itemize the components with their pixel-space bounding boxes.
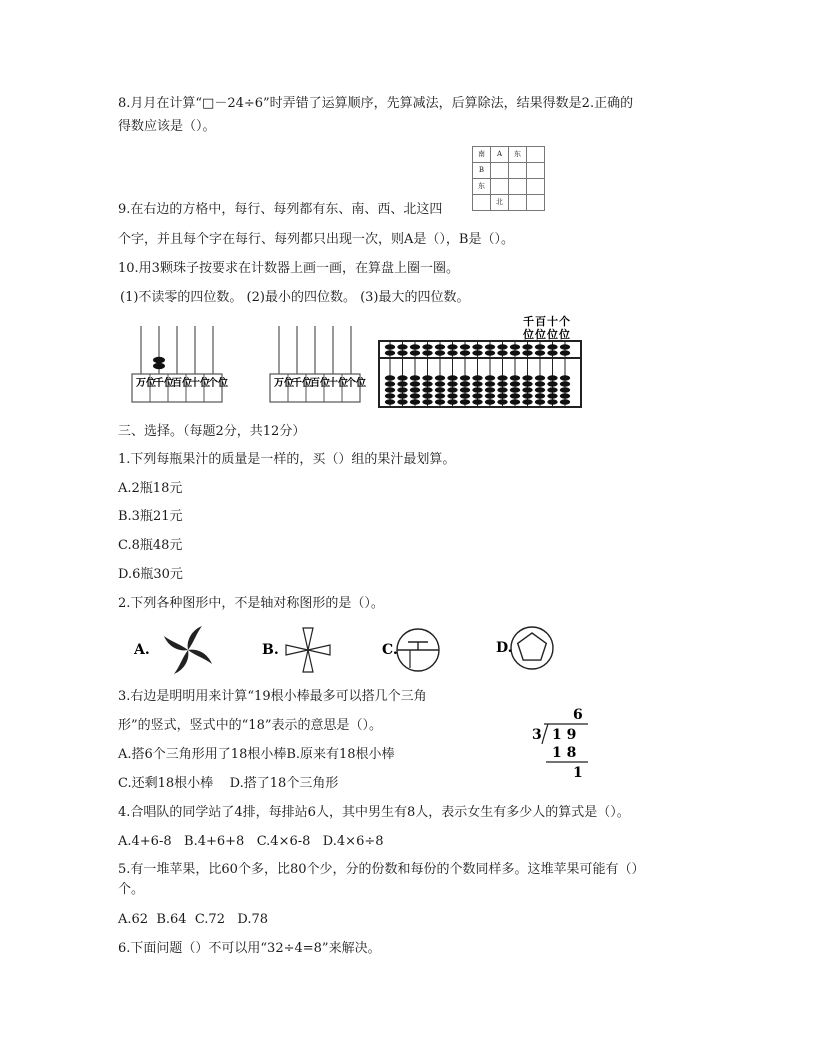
grid-cell bbox=[509, 179, 527, 195]
shape-label-b: B. bbox=[262, 642, 279, 658]
abacus-upper-bead[interactable] bbox=[535, 344, 545, 349]
abacus-lower-bead[interactable] bbox=[472, 387, 482, 392]
abacus-upper-bead[interactable] bbox=[385, 350, 395, 355]
abacus-lower-bead[interactable] bbox=[535, 399, 545, 404]
place-label: 个位 bbox=[208, 378, 228, 389]
abacus-place-label: 位 bbox=[535, 328, 546, 341]
abacus-lower-bead[interactable] bbox=[447, 375, 457, 380]
place-label: 千位 bbox=[154, 378, 174, 389]
q9-line2: 个字，并且每个字在每行、每列都只出现一次，则A是（），B是（）。 bbox=[118, 232, 514, 247]
mc1-option-b: B.3瓶21元 bbox=[118, 509, 183, 524]
abacus-upper-bead[interactable] bbox=[522, 344, 532, 349]
abacus-lower-bead[interactable] bbox=[535, 381, 545, 386]
abacus-lower-bead[interactable] bbox=[397, 381, 407, 386]
abacus-lower-bead[interactable] bbox=[472, 399, 482, 404]
abacus-upper-bead[interactable] bbox=[385, 344, 395, 349]
abacus-upper-bead[interactable] bbox=[435, 344, 445, 349]
abacus-place-label: 位 bbox=[547, 328, 558, 341]
abacus-lower-bead[interactable] bbox=[435, 381, 445, 386]
division-bracket bbox=[542, 724, 548, 744]
abacus-lower-bead[interactable] bbox=[522, 387, 532, 392]
mc5-line1: 5.有一堆苹果，比60个多，比80个少，分的份数和每份的个数同样多。这堆苹果可能有（） bbox=[118, 862, 645, 877]
abacus-upper-bead[interactable] bbox=[472, 350, 482, 355]
mc2-question: 2.下列各种图形中，不是轴对称图形的是（）。 bbox=[118, 596, 384, 611]
abacus-lower-bead[interactable] bbox=[497, 381, 507, 386]
abacus-upper-bead[interactable] bbox=[435, 350, 445, 355]
abacus-lower-bead[interactable] bbox=[397, 393, 407, 398]
mc4-question: 4.合唱队的同学站了4排，每排站6人，其中男生有8人，表示女生有多少人的算式是（）。 bbox=[118, 805, 630, 820]
abacus-lower-bead[interactable] bbox=[560, 399, 570, 404]
mc5-options: A.62 B.64 C.72 D.78 bbox=[118, 912, 269, 927]
shape-label-c: C. bbox=[382, 642, 398, 658]
place-label: 百位 bbox=[172, 378, 192, 389]
division-quotient: 6 bbox=[573, 707, 583, 723]
abacus-lower-bead[interactable] bbox=[410, 399, 420, 404]
place-label: 十位 bbox=[328, 378, 348, 389]
abacus-lower-bead[interactable] bbox=[447, 381, 457, 386]
grid-cell: 东 bbox=[509, 147, 527, 163]
abacus-lower-bead[interactable] bbox=[522, 375, 532, 380]
section3-title: 三、选择。（每题2分，共12分） bbox=[118, 424, 306, 439]
grid-cell bbox=[527, 179, 545, 195]
mc2-shapes bbox=[128, 622, 588, 678]
mc3-line3: A.搭6个三角形用了18根小棒B.原来有18根小棒 bbox=[118, 747, 395, 762]
abacus-place-label: 个 bbox=[559, 315, 570, 328]
abacus-upper-bead[interactable] bbox=[535, 350, 545, 355]
abacus-lower-bead[interactable] bbox=[560, 381, 570, 386]
abacus-lower-bead[interactable] bbox=[510, 387, 520, 392]
grid-cell: 北 bbox=[491, 195, 509, 211]
abacus-lower-bead[interactable] bbox=[510, 399, 520, 404]
abacus-lower-bead[interactable] bbox=[497, 393, 507, 398]
abacus-lower-bead[interactable] bbox=[460, 393, 470, 398]
q10-line1: 10.用3颗珠子按要求在计数器上画一画，在算盘上圈一圈。 bbox=[118, 261, 459, 276]
abacus-lower-bead[interactable] bbox=[447, 399, 457, 404]
abacus-lower-bead[interactable] bbox=[385, 387, 395, 392]
abacus-upper-bead[interactable] bbox=[410, 350, 420, 355]
mc1-option-a: A.2瓶18元 bbox=[118, 481, 183, 496]
abacus-lower-bead[interactable] bbox=[472, 381, 482, 386]
place-label: 万位 bbox=[136, 378, 156, 389]
abacus-lower-bead[interactable] bbox=[422, 381, 432, 386]
abacus-lower-bead[interactable] bbox=[435, 393, 445, 398]
mc3-line1: 3.右边是明明用来计算“19根小棒最多可以搭几个三角 bbox=[118, 689, 427, 704]
abacus-upper-bead[interactable] bbox=[422, 344, 432, 349]
grid-cell: B bbox=[473, 163, 491, 179]
abacus-lower-bead[interactable] bbox=[435, 399, 445, 404]
abacus-upper-bead[interactable] bbox=[410, 344, 420, 349]
cross-shape bbox=[286, 628, 330, 672]
abacus-lower-bead[interactable] bbox=[485, 375, 495, 380]
abacus-lower-bead[interactable] bbox=[410, 393, 420, 398]
abacus-upper-bead[interactable] bbox=[497, 350, 507, 355]
abacus-lower-bead[interactable] bbox=[547, 387, 557, 392]
abacus-lower-bead[interactable] bbox=[422, 387, 432, 392]
q10-line2: (1)不读零的四位数。 (2)最小的四位数。 (3)最大的四位数。 bbox=[120, 290, 470, 305]
abacus-lower-bead[interactable] bbox=[510, 381, 520, 386]
pinwheel-crescent-shape bbox=[164, 626, 212, 674]
division-dividend: 1 9 bbox=[552, 727, 577, 743]
abacus-lower-bead[interactable] bbox=[535, 393, 545, 398]
abacus-upper-bead[interactable] bbox=[560, 350, 570, 355]
abacus-lower-bead[interactable] bbox=[435, 375, 445, 380]
abacus-lower-bead[interactable] bbox=[497, 399, 507, 404]
shape-label-a: A. bbox=[134, 642, 150, 658]
q8-line1: 8.月月在计算“□－24÷6”时弄错了运算顺序，先算减法，后算除法，结果得数是2.正确的 bbox=[118, 96, 634, 111]
q9-line1: 9.在右边的方格中，每行、每列都有东、南、西、北这四 bbox=[118, 202, 443, 217]
abacus-lower-bead[interactable] bbox=[485, 387, 495, 392]
abacus-lower-bead[interactable] bbox=[547, 375, 557, 380]
abacus-upper-bead[interactable] bbox=[422, 350, 432, 355]
mc1-option-c: C.8瓶48元 bbox=[118, 538, 183, 553]
division-product: 1 8 bbox=[552, 745, 577, 761]
abacus-place-label: 千 bbox=[523, 315, 534, 328]
abacus-lower-bead[interactable] bbox=[560, 375, 570, 380]
abacus-upper-bead[interactable] bbox=[397, 350, 407, 355]
grid-cell bbox=[509, 195, 527, 211]
abacus-lower-bead[interactable] bbox=[472, 393, 482, 398]
abacus-lower-bead[interactable] bbox=[447, 393, 457, 398]
abacus-lower-bead[interactable] bbox=[560, 393, 570, 398]
abacus-lower-bead[interactable] bbox=[460, 381, 470, 386]
mc1-option-d: D.6瓶30元 bbox=[118, 567, 183, 582]
division-divisor: 3 bbox=[532, 727, 542, 743]
abacus-lower-bead[interactable] bbox=[410, 375, 420, 380]
abacus-lower-bead[interactable] bbox=[385, 375, 395, 380]
abacus-lower-bead[interactable] bbox=[522, 393, 532, 398]
abacus-upper-bead[interactable] bbox=[447, 350, 457, 355]
abacus-upper-bead[interactable] bbox=[497, 344, 507, 349]
abacus-place-label: 位 bbox=[559, 328, 570, 341]
abacus-lower-bead[interactable] bbox=[485, 393, 495, 398]
place-label: 十位 bbox=[190, 378, 210, 389]
abacus-lower-bead[interactable] bbox=[397, 399, 407, 404]
place-label: 万位 bbox=[274, 378, 294, 389]
abacus-lower-bead[interactable] bbox=[447, 387, 457, 392]
abacus-upper-bead[interactable] bbox=[447, 344, 457, 349]
abacus-lower-bead[interactable] bbox=[497, 387, 507, 392]
abacus-lower-bead[interactable] bbox=[422, 393, 432, 398]
mc3-line4: C.还剩18根小棒 D.搭了18个三角形 bbox=[118, 776, 339, 791]
abacus-lower-bead[interactable] bbox=[485, 399, 495, 404]
abacus-lower-bead[interactable] bbox=[410, 381, 420, 386]
circle-with-bars-shape bbox=[397, 629, 439, 671]
mc5-line2: 个。 bbox=[118, 882, 145, 897]
abacus-place-label: 百 bbox=[535, 315, 546, 328]
abacus-lower-bead[interactable] bbox=[460, 387, 470, 392]
mc6-question: 6.下面问题（）不可以用“32÷4=8”来解决。 bbox=[118, 941, 381, 956]
long-division bbox=[528, 702, 598, 782]
abacus-upper-bead[interactable] bbox=[510, 344, 520, 349]
grid-cell bbox=[509, 163, 527, 179]
abacus-upper-bead[interactable] bbox=[460, 344, 470, 349]
mc3-line2: 形”的竖式，竖式中的“18”表示的意思是（）。 bbox=[118, 718, 382, 733]
abacus-lower-bead[interactable] bbox=[385, 399, 395, 404]
abacus-place-label: 位 bbox=[523, 328, 534, 341]
division-remainder: 1 bbox=[573, 765, 583, 781]
place-label: 个位 bbox=[346, 378, 366, 389]
abacus-lower-bead[interactable] bbox=[535, 375, 545, 380]
grid-cell: A bbox=[491, 147, 509, 163]
grid-cell bbox=[527, 163, 545, 179]
shape-label-d: D. bbox=[496, 640, 513, 656]
abacus-lower-bead[interactable] bbox=[497, 375, 507, 380]
direction-grid-table bbox=[472, 146, 545, 211]
abacus-lower-bead[interactable] bbox=[422, 375, 432, 380]
abacus-place-label: 十 bbox=[547, 315, 558, 328]
counter-with-beads bbox=[128, 322, 230, 406]
grid-cell bbox=[473, 195, 491, 211]
abacus-lower-bead[interactable] bbox=[522, 399, 532, 404]
abacus-upper-bead[interactable] bbox=[547, 350, 557, 355]
abacus-lower-bead[interactable] bbox=[510, 393, 520, 398]
abacus-lower-bead[interactable] bbox=[460, 375, 470, 380]
direction-grid bbox=[472, 146, 545, 211]
abacus-lower-bead[interactable] bbox=[547, 393, 557, 398]
abacus-lower-bead[interactable] bbox=[385, 393, 395, 398]
grid-cell bbox=[527, 195, 545, 211]
abacus-lower-bead[interactable] bbox=[510, 375, 520, 380]
abacus-upper-bead[interactable] bbox=[472, 344, 482, 349]
abacus-upper-bead[interactable] bbox=[547, 344, 557, 349]
abacus-upper-bead[interactable] bbox=[485, 350, 495, 355]
abacus-upper-bead[interactable] bbox=[460, 350, 470, 355]
abacus-lower-bead[interactable] bbox=[422, 399, 432, 404]
abacus bbox=[378, 312, 584, 412]
grid-cell bbox=[491, 179, 509, 195]
counter-empty bbox=[266, 322, 368, 406]
abacus-lower-bead[interactable] bbox=[397, 375, 407, 380]
bead bbox=[153, 357, 165, 363]
grid-cell bbox=[491, 163, 509, 179]
abacus-lower-bead[interactable] bbox=[410, 387, 420, 392]
abacus-lower-bead[interactable] bbox=[522, 381, 532, 386]
abacus-lower-bead[interactable] bbox=[547, 381, 557, 386]
abacus-lower-bead[interactable] bbox=[560, 387, 570, 392]
q8-line2: 得数应该是（）。 bbox=[118, 119, 216, 134]
abacus-lower-bead[interactable] bbox=[397, 387, 407, 392]
abacus-upper-bead[interactable] bbox=[485, 344, 495, 349]
abacus-lower-bead[interactable] bbox=[547, 399, 557, 404]
abacus-lower-bead[interactable] bbox=[485, 381, 495, 386]
abacus-lower-bead[interactable] bbox=[460, 399, 470, 404]
abacus-upper-bead[interactable] bbox=[397, 344, 407, 349]
mc4-options: A.4+6-8 B.4+6+8 C.4×6-8 D.4×6÷8 bbox=[118, 834, 384, 849]
abacus-upper-bead[interactable] bbox=[522, 350, 532, 355]
circle-pentagon-shape bbox=[511, 627, 553, 669]
abacus-lower-bead[interactable] bbox=[435, 387, 445, 392]
grid-cell bbox=[527, 147, 545, 163]
abacus-upper-bead[interactable] bbox=[560, 344, 570, 349]
bead bbox=[153, 363, 165, 369]
abacus-upper-bead[interactable] bbox=[510, 350, 520, 355]
grid-cell: 东 bbox=[473, 179, 491, 195]
abacus-lower-bead[interactable] bbox=[385, 381, 395, 386]
abacus-lower-bead[interactable] bbox=[472, 375, 482, 380]
place-label: 百位 bbox=[310, 378, 330, 389]
mc1-question: 1.下列每瓶果汁的质量是一样的，买（）组的果汁最划算。 bbox=[118, 452, 456, 467]
place-label: 千位 bbox=[292, 378, 312, 389]
grid-cell: 南 bbox=[473, 147, 491, 163]
abacus-lower-bead[interactable] bbox=[535, 387, 545, 392]
